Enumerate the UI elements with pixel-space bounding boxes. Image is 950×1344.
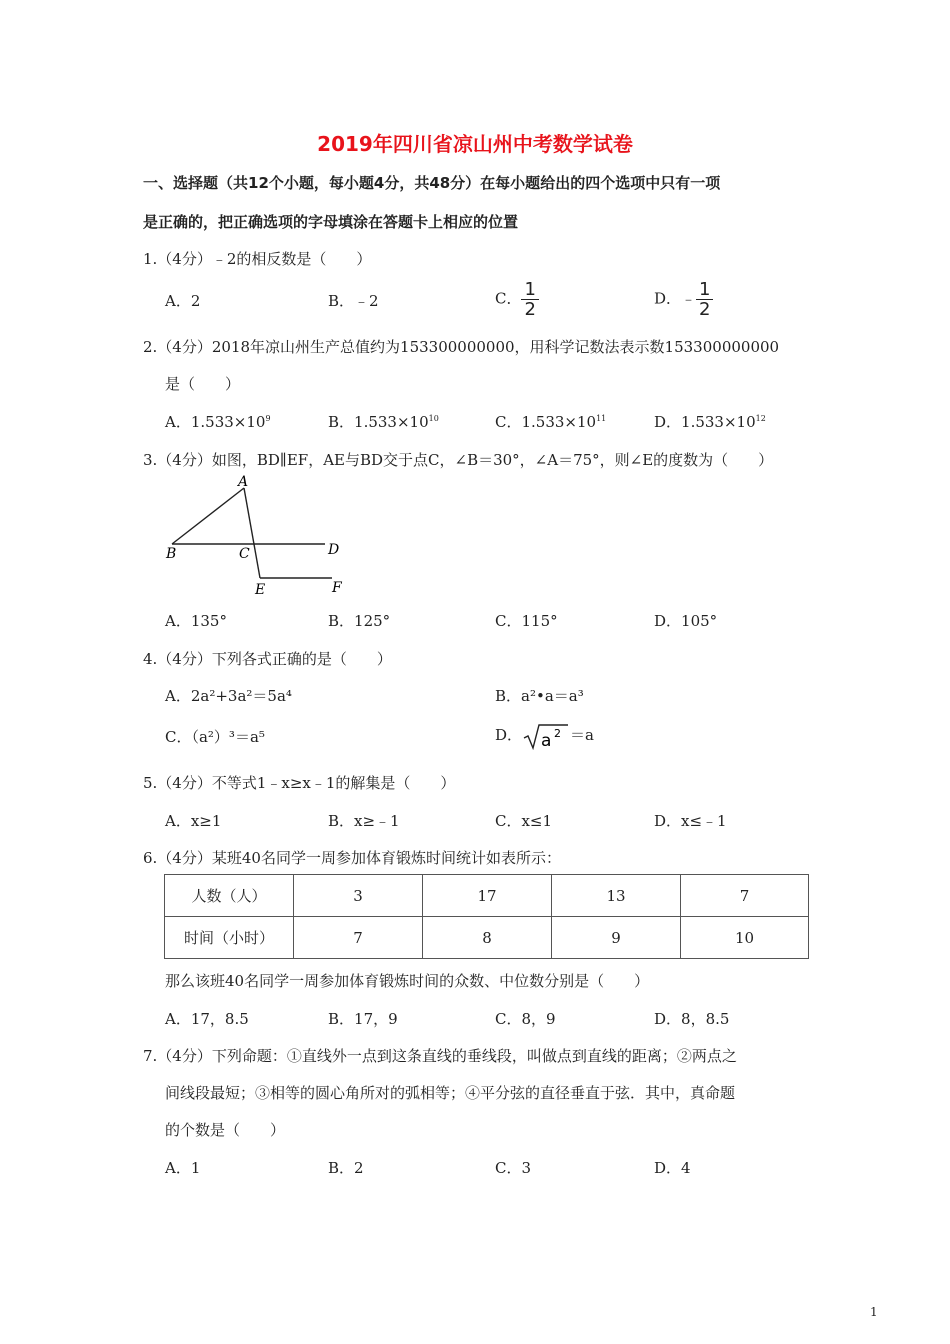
table-cell: 10 — [681, 917, 809, 959]
q2-option-d — [654, 411, 766, 432]
q5-option-d: D．x≤﹣1 — [654, 812, 727, 830]
section-heading-line2: 是正确的，把正确选项的字母填涂在答题卡上相应的位置 — [143, 213, 519, 231]
q4-option-b: B．a²•a＝a³ — [495, 687, 584, 705]
q2-option-b — [328, 411, 439, 432]
q3-geometry-figure — [160, 472, 360, 602]
q7-option-a: A．1 — [165, 1159, 201, 1177]
q2-option-b-text: B．1.533×10 — [328, 413, 429, 431]
sqrt-exponent: 2 — [554, 727, 562, 740]
q6-option-a: A．17，8.5 — [165, 1010, 249, 1028]
q5-option-a: A．x≥1 — [165, 812, 222, 830]
q3-option-b: B．125° — [328, 612, 391, 630]
line-ae — [244, 488, 260, 578]
q1-option-d — [654, 280, 713, 319]
q3-stem: 3.（4分）如图，BD∥EF，AE与BD交于点C，∠B＝30°，∠A＝75°，则∠E的度数为（ ） — [143, 451, 774, 469]
q2-option-c-text: C．1.533×10 — [495, 413, 597, 431]
q1-option-d-prefix: D．﹣ — [654, 289, 697, 308]
q5-stem: 5.（4分）不等式1﹣x≥x﹣1的解集是（ ） — [143, 774, 456, 792]
q2-option-a-text: A．1.533×10 — [165, 413, 266, 431]
q7-option-d: D．4 — [654, 1159, 691, 1177]
q7-stem: 7.（4分）下列命题：①直线外一点到这条直线的垂线段，叫做点到直线的距离；②两点之 — [143, 1047, 737, 1065]
q4-option-c: C．（a²）³＝a⁵ — [165, 728, 265, 746]
q6-data-table — [164, 874, 809, 959]
table-cell: 13 — [552, 875, 681, 917]
square-root — [522, 722, 570, 750]
q2-option-b-exp: 10 — [428, 414, 439, 423]
q7-option-c: C．3 — [495, 1159, 532, 1177]
q1-option-b: B．﹣2 — [328, 292, 379, 310]
page-number: 1 — [870, 1305, 878, 1319]
q2-option-a-exp: 9 — [265, 414, 271, 423]
label-e: E — [255, 582, 266, 598]
q4-option-d-prefix: D． — [495, 726, 523, 744]
table-cell: 7 — [681, 875, 809, 917]
q6-stem: 6.（4分）某班40名同学一周参加体育锻炼时间统计如表所示： — [143, 849, 561, 867]
q1-option-a: A．2 — [165, 292, 201, 310]
table-cell: 9 — [552, 917, 681, 959]
label-c: C — [239, 546, 250, 562]
q4-option-a: A．2a²+3a²＝5a⁴ — [165, 687, 292, 705]
q2-option-c-exp: 11 — [596, 414, 607, 423]
fraction-denominator: 2 — [524, 299, 536, 320]
page-title: 2019年四川省凉山州中考数学试卷 — [317, 132, 633, 156]
label-b: B — [166, 546, 177, 562]
q4-stem: 4.（4分）下列各式正确的是（ ） — [143, 650, 392, 668]
q7-stem-cont2: 的个数是（ ） — [165, 1121, 286, 1139]
line-ab — [172, 488, 244, 544]
fraction-denominator: 2 — [699, 299, 711, 320]
q2-stem: 2.（4分）2018年凉山州生产总值约为153300000000，用科学记数法表示数153300000000 — [143, 338, 780, 356]
q7-option-b: B．2 — [328, 1159, 364, 1177]
q6-option-c: C．8，9 — [495, 1010, 556, 1028]
table-cell: 人数（人） — [165, 875, 294, 917]
sqrt-radicand: a — [541, 731, 552, 750]
q1-option-c-prefix: C． — [495, 289, 522, 308]
q2-option-d-text: D．1.533×10 — [654, 413, 756, 431]
q6-stem-cont: 那么该班40名同学一周参加体育锻炼时间的众数、中位数分别是（ ） — [165, 972, 650, 990]
q6-option-b: B．17，9 — [328, 1010, 398, 1028]
section-heading-line1: 一、选择题（共12个小题，每小题4分，共48分）在每小题给出的四个选项中只有一项 — [143, 174, 721, 192]
q2-option-d-exp: 12 — [755, 414, 766, 423]
q4-option-d — [495, 722, 594, 750]
q1-option-c — [495, 280, 539, 319]
q2-stem-cont: 是（ ） — [165, 375, 241, 393]
q3-option-a: A．135° — [165, 612, 227, 630]
q5-option-c: C．x≤1 — [495, 812, 553, 830]
table-cell: 7 — [294, 917, 423, 959]
q2-option-a — [165, 411, 271, 432]
table-row — [165, 875, 809, 917]
q3-option-d: D．105° — [654, 612, 718, 630]
q7-stem-cont: 间线段最短；③相等的圆心角所对的弧相等；④平分弦的直径垂直于弦．其中，真命题 — [165, 1084, 736, 1102]
label-a: A — [238, 474, 249, 490]
fraction — [696, 280, 713, 319]
fraction — [521, 280, 538, 319]
table-cell: 时间（小时） — [165, 917, 294, 959]
table-row — [165, 917, 809, 959]
fraction-numerator: 1 — [521, 280, 538, 300]
table-cell: 8 — [423, 917, 552, 959]
q3-option-c: C．115° — [495, 612, 558, 630]
label-d: D — [328, 542, 340, 558]
table-cell: 3 — [294, 875, 423, 917]
q6-option-d: D．8，8.5 — [654, 1010, 730, 1028]
q2-option-c — [495, 411, 606, 432]
label-f: F — [332, 580, 342, 596]
q1-stem: 1.（4分）﹣2的相反数是（ ） — [143, 250, 372, 268]
table-cell: 17 — [423, 875, 552, 917]
q4-option-d-suffix: ＝a — [570, 726, 594, 744]
q5-option-b: B．x≥﹣1 — [328, 812, 400, 830]
fraction-numerator: 1 — [696, 280, 713, 300]
